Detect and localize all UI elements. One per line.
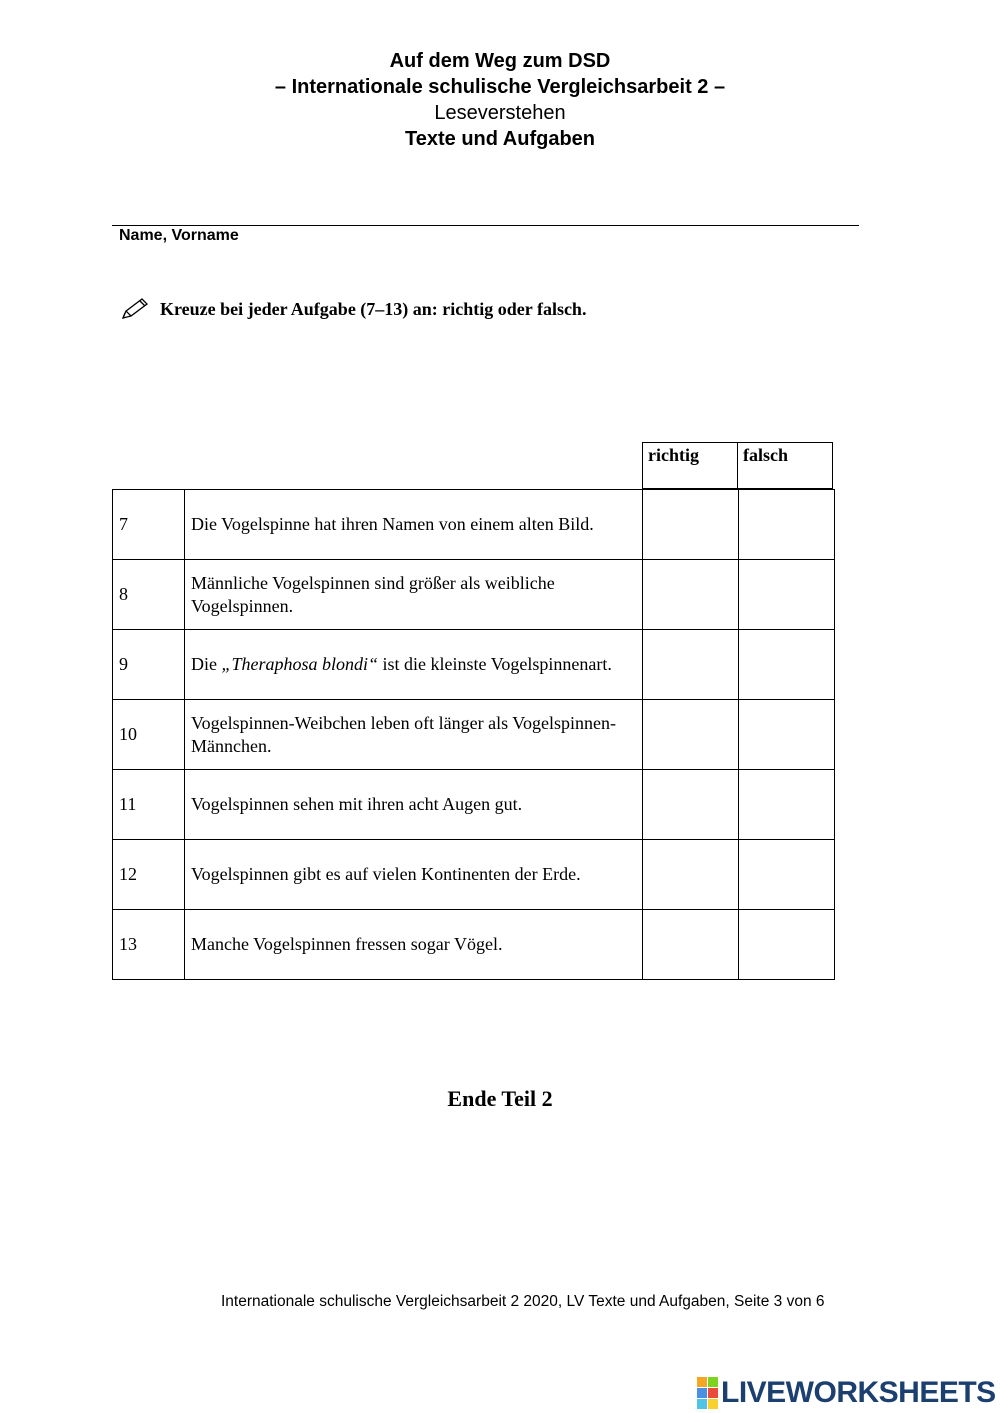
question-text: Vogelspinnen-Weibchen leben oft länger als Vogelspinnen-Männchen. (185, 700, 643, 770)
richtig-checkbox[interactable] (643, 700, 739, 770)
logo-square (697, 1377, 707, 1387)
richtig-checkbox[interactable] (643, 910, 739, 980)
table-row (113, 770, 835, 840)
column-header-falsch: falsch (738, 443, 833, 489)
logo-square (697, 1388, 707, 1398)
answer-column-headers (642, 442, 833, 489)
name-label: Name, Vorname (119, 227, 239, 244)
question-text: Vogelspinnen gibt es auf vielen Kontinenten der Erde. (185, 840, 643, 910)
table-row (113, 560, 835, 630)
pencil-icon (120, 297, 150, 321)
falsch-checkbox[interactable] (739, 490, 835, 560)
question-text-pre: Die (191, 654, 222, 674)
falsch-checkbox[interactable] (739, 840, 835, 910)
logo-square (697, 1399, 707, 1409)
richtig-checkbox[interactable] (643, 560, 739, 630)
question-table (112, 489, 835, 980)
richtig-checkbox[interactable] (643, 490, 739, 560)
logo-square (708, 1399, 718, 1409)
table-row (113, 630, 835, 700)
falsch-checkbox[interactable] (739, 770, 835, 840)
question-number: 11 (113, 770, 185, 840)
table-row (113, 910, 835, 980)
header-section: Leseverstehen (434, 102, 566, 124)
falsch-checkbox[interactable] (739, 560, 835, 630)
question-text-species: „Theraphosa blondi“ (221, 654, 379, 674)
logo-square (708, 1388, 718, 1398)
column-header-richtig: richtig (643, 443, 738, 489)
question-number: 8 (113, 560, 185, 630)
table-row (113, 490, 835, 560)
logo-square (708, 1377, 718, 1387)
end-of-part: Ende Teil 2 (447, 1086, 553, 1111)
name-underline (112, 225, 859, 226)
table-row (113, 700, 835, 770)
brand-name: LIVEWORKSHEETS (721, 1376, 996, 1409)
falsch-checkbox[interactable] (739, 700, 835, 770)
question-text: Manche Vogelspinnen fressen sogar Vögel. (185, 910, 643, 980)
document-header (0, 48, 1000, 152)
richtig-checkbox[interactable] (643, 840, 739, 910)
instruction (120, 297, 586, 321)
question-text: Männliche Vogelspinnen sind größer als weibliche Vogelspinnen. (185, 560, 643, 630)
question-text: Die Vogelspinne hat ihren Namen von einem alten Bild. (185, 490, 643, 560)
table-row (113, 840, 835, 910)
question-number: 10 (113, 700, 185, 770)
question-text-post: ist die kleinste Vogelspinnenart. (378, 654, 612, 674)
question-text: Vogelspinnen sehen mit ihren acht Augen gut. (185, 770, 643, 840)
richtig-checkbox[interactable] (643, 770, 739, 840)
question-number: 9 (113, 630, 185, 700)
liveworksheets-logo-icon (697, 1377, 718, 1409)
question-number: 12 (113, 840, 185, 910)
falsch-checkbox[interactable] (739, 630, 835, 700)
header-subtitle: – Internationale schulische Vergleichsarbeit 2 – (274, 76, 726, 98)
question-number: 13 (113, 910, 185, 980)
header-part: Texte und Aufgaben (405, 128, 595, 150)
liveworksheets-brand[interactable] (697, 1376, 996, 1410)
richtig-checkbox[interactable] (643, 630, 739, 700)
question-text (185, 630, 643, 700)
page-footer: Internationale schulische Vergleichsarbeit 2 2020, LV Texte und Aufgaben, Seite 3 von 6 (221, 1293, 825, 1310)
instruction-text: Kreuze bei jeder Aufgabe (7–13) an: richtig oder falsch. (160, 298, 587, 319)
header-title: Auf dem Weg zum DSD (389, 50, 611, 72)
question-number: 7 (113, 490, 185, 560)
falsch-checkbox[interactable] (739, 910, 835, 980)
